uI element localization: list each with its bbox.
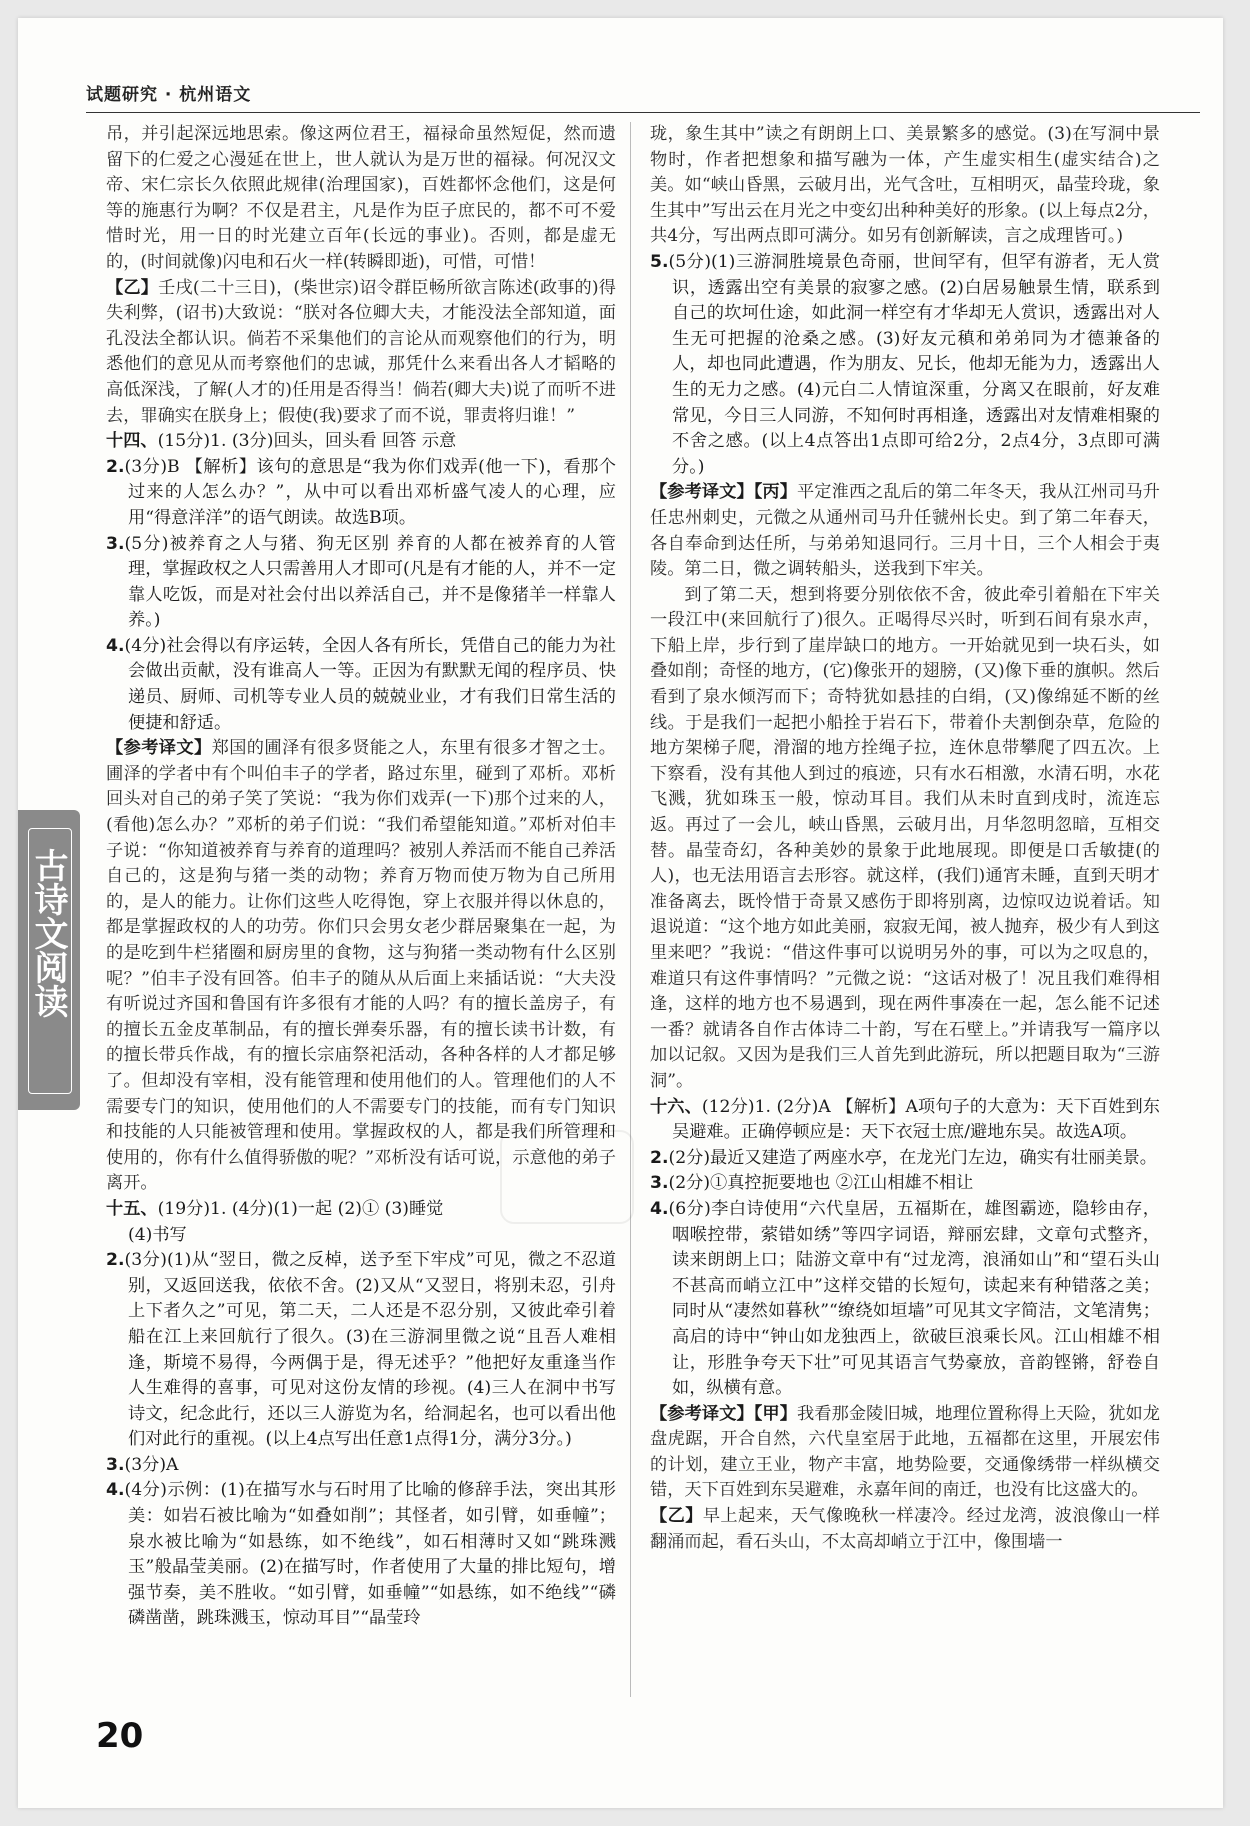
answer-item (650, 1197, 1160, 1402)
section-tag: 【参考译文】【丙】 (650, 482, 798, 503)
section-tag: 【参考译文】 (106, 738, 212, 759)
item-number: 十六、 (650, 1096, 702, 1117)
item-number: 3. (106, 1454, 125, 1475)
item-text: (3分)B 【解析】该句的意思是“我为你们戏弄(他一下)，看那个过来的人怎么办？”，从中可以看出邓析盛气凌人的心理，应用“得意洋洋”的语气朗读。故选B项。 (124, 456, 616, 528)
body-paragraph: 吊，并引起深远地思索。像这两位君王，福禄命虽然短促，然而遗留下的仁爱之心漫延在世上，世人就认为是万世的福禄。何况汉文帝、宋仁宗长久依照此规律(治理国家)，百姓都怀念他们，这是何等的施惠行为啊？不仅是君主，凡是作为臣子庶民的，都不可不爱惜时光，用一日的时光建立百年(长远的事业)。否则，都是虚无的，(时间就像)闪电和石火一样(转瞬即逝)，可惜，可惜！ (106, 124, 616, 272)
item-text: (15分)1. (3分)回头，回头看 回答 示意 (157, 431, 457, 452)
answer-item (106, 1478, 616, 1632)
translation-text: 平定淮西之乱后的第二年冬天，我从江州司马升任忠州刺史，元微之从通州司马升任虢州长史。到了第二年春天，各自奉命到达任所，与弟弟知退同行。三月十日，三个人相会于夷陵。第二日，微之调转船头，送我到下牢关。 (650, 482, 1160, 580)
item-number: 十五、 (106, 1198, 158, 1219)
page-header: 试题研究 · 杭州语文 (86, 85, 252, 105)
section-tag: 【乙】 (106, 277, 159, 298)
item-text: (2分)最近又建造了两座水亭，在龙光门左边，确实有壮丽美景。 (668, 1147, 1157, 1168)
item-text: (5分)被养育之人与猪、狗无区别 养育的人都在被养育的人管理，掌握政权之人只需善用人才即可(凡是有才能的人，并不一定靠人吃饭，而是对社会付出以养活自己，并不是像猪羊一样靠人养。) (124, 533, 616, 631)
answer-item (106, 455, 616, 532)
page-number: 20 (96, 1716, 144, 1756)
item-number: 2. (650, 1147, 669, 1168)
body-paragraph: 珑，象生其中”读之有朗朗上口、美景繁多的感觉。(3)在写洞中景物时，作者把想象和描写融为一体，产生虚实相生(虚实结合)之美。如“峡山昏黑，云破月出，光气含吐，互相明灭，晶莹玲珑，象生其中”写出云在月光之中变幻出种种美好的形象。(以上每点2分，共4分，写出两点即可满分。如另有创新解读，言之成理皆可。) (650, 124, 1160, 247)
item-continuation: (4)书写 (128, 1224, 187, 1245)
item-text: (12分)1. (2分)A 【解析】A项句子的大意为：天下百姓到东吴避难。正确停顿应是：天下衣冠士庶/避地东吴。故选A项。 (672, 1096, 1160, 1143)
item-text: (5分)(1)三游洞胜境景色奇丽，世间罕有，但罕有游者，无人赏识，透露出空有美景的寂寥之感。(2)白居易触景生情，联系到自己的坎坷仕途，如此洞一样空有才华却无人赏识，透露出对人生无可把握的沧桑之感。(3)好友元稹和弟弟同为才德兼备的人，却也同此遭遇，作为朋友、兄长，他却无能为力，透露出人生的无力之感。(4)元白二人情谊深重，分离又在眼前，好友难常见，今日三人同游，不知何时再相逢，透露出对友情难相聚的不舍之感。(以上4点答出1点即可给2分，2点4分，3点即可满分。) (668, 251, 1160, 477)
translation-text: 壬戌(二十三日)，(柴世宗)诏令群臣畅所欲言陈述(政事的)得失利弊，(诏书)大致说：“朕对各位卿大夫，才能没法全部知道，面孔没法全都认识。倘若不采集他们的言论从而观察他们的行为，明悉他们的意见从而考察他们的忠诚，那凭什么来看出各人才韬略的高低深浅，了解(人才的)任用是否得当！倘若(卿大夫)说了而听不进去，罪确实在朕身上；假使(我)要求了而不说，罪责将归谁！” (106, 277, 616, 426)
translation-block (650, 480, 1160, 582)
side-tab (18, 810, 80, 1110)
answer-item (106, 1248, 616, 1453)
translation-text: 我看那金陵旧城，地理位置称得上天险，犹如龙盘虎踞，开合自然，六代皇室居于此地，五福都在这里，开展宏伟的计划，建立王业，物产丰富，地势险要，交通像绣带一样纵横交错，天下百姓到东吴避难，永嘉年间的南迁，也没有比这盛大的。 (650, 1403, 1160, 1501)
item-text: (3分)A (124, 1454, 179, 1475)
header-rule (86, 112, 1200, 113)
item-text: (2分)①真控扼要地也 ②江山相雄不相让 (668, 1173, 974, 1194)
answer-item (106, 634, 616, 736)
item-number: 3. (106, 533, 125, 554)
left-column (106, 122, 616, 1632)
section-tag: 【参考译文】【甲】 (650, 1403, 798, 1424)
item-text: (6分)李白诗使用“六代皇居，五福斯在，雄图霸迹，隐轸由存，咽喉控带，萦错如绣”等四字词语，辩丽宏肆，文章句式整齐，读来朗朗上口；陆游文章中有“过龙湾，浪涌如山”和“望石头山不甚高而峭立江中”这样交错的长短句，读起来有种错落之美；同时从“凄然如暮秋”“缭绕如垣墙”可见其文字简洁，文笔清隽；高启的诗中“钟山如龙独西上，欲破巨浪乘长风。江山相雄不相让，形胜争夸天下壮”可见其语言气势豪放，音韵铿锵，舒卷自如，纵横有意。 (668, 1198, 1160, 1399)
answer-item (106, 532, 616, 634)
section-tag: 【乙】 (650, 1506, 703, 1527)
item-number: 4. (650, 1198, 669, 1219)
translation-text: 早上起来，天气像晚秋一样凄冷。经过龙湾，波浪像山一样翻涌而起，看石头山，不太高却峭立于江中，像围墙一 (650, 1506, 1160, 1552)
side-tab-label: 古诗文阅读 (28, 848, 68, 1018)
translation-block (650, 1504, 1160, 1555)
watermark-stamp (500, 1130, 634, 1224)
answer-item (650, 1171, 1160, 1197)
translation-block (106, 276, 616, 430)
item-number: 2. (106, 456, 125, 477)
item-number: 4. (106, 1480, 125, 1501)
translation-paragraph: 到了第二天，想到将要分别依依不舍，彼此牵引着船在下牢关一段江中(来回航行了)很久。正喝得尽兴时，听到石间有泉水声，下船上岸，步行到了崖岸缺口的地方。一开始就见到一块石头，如叠如削；奇怪的地方，(它)像张开的翅膀，(又)像下垂的旗帜。然后看到了泉水倾泻而下；奇特犹如悬挂的白绢，(又)像绵延不断的丝线。于是我们一起把小船拴于岩石下，带着仆夫割倒杂草，危险的地方架梯子爬，滑溜的地方拴绳子拉，连休息带攀爬了四五次。上下察看，没有其他人到过的痕迹，只有水石相激，水清石明，水花飞溅，犹如珠玉一般，惊动耳目。我们从未时直到戌时，流连忘返。再过了一会儿，峡山昏黑，云破月出，月华忽明忽暗，互相交替。晶莹奇幻，各种美妙的景象于此地展现。即便是口舌敏捷(的人)，也无法用语言去形容。就这样，(我们)通宵未睡，直到天明才准备离去，既怜惜于奇景又感伤于即将别离，边惊叹边说着话。知退说道：“这个地方如此美丽，寂寂无闻，被人抛弃，极少有人到这里来吧？”我说：“借这件事可以说明另外的事，可以为之叹息的，难道只有这件事情吗？”元微之说：“这话对极了！况且我们难得相逢，这样的地方也不易遇到，现在两件事凑在一起，怎么能不记述一番？就请各自作古体诗二十韵，写在石壁上。”并请我写一篇序以加以记叙。又因为是我们三人首先到此游玩，所以把题目取为“三游洞”。 (650, 584, 1160, 1091)
item-number: 3. (650, 1173, 669, 1194)
answer-item (650, 250, 1160, 480)
answer-item (650, 1095, 1160, 1146)
item-text: (3分)(1)从“翌日，微之反棹，送予至下牢戍”可见，微之不忍道别，又返回送我，依依不舍。(2)又从“又翌日，将别未忍，引舟上下者久之”可见，第二天，二人还是不忍分别，又彼此牵引着船在江上来回航行了很久。(3)在三游洞里微之说“且吾人难相逢，斯境不易得，今两偶于是，得无述乎？”他把好友重逢当作人生难得的喜事，可见对这份友情的珍视。(4)三人在洞中书写诗文，纪念此行，还以三人游览为名，给洞起名，也可以看出他们对此行的重视。(以上4点写出任意1点得1分，满分3分。) (124, 1250, 616, 1450)
item-number: 4. (106, 635, 125, 656)
column-divider (630, 122, 631, 1697)
answer-item (106, 1453, 616, 1479)
item-number: 十四、 (106, 431, 158, 452)
translation-text: 郑国的圃泽有很多贤能之人，东里有很多才智之士。圃泽的学者中有个叫伯丰子的学者，路过东里，碰到了邓析。邓析回头对自己的弟子笑了笑说：“我为你们戏弄(一下)那个过来的人，(看他)怎么办？”邓析的弟子们说：“我们希望能知道。”邓析对伯丰子说：“你知道被养育与养育的道理吗？被别人养活而不能自己养活自己的，这是狗与猪一类的动物；养育万物而使万物为自己所用的，是人的能力。让你们这些人吃得饱，穿上衣服并得以休息的，都是掌握政权的人的功劳。你们只会男女老少群居聚集在一起，为的是吃到牛栏猪圈和厨房里的食物，这与狗猪一类动物有什么区别呢？”伯丰子没有回答。伯丰子的随从从后面上来插话说：“大夫没有听说过齐国和鲁国有许多很有才能的人吗？有的擅长盖房子，有的擅长五金皮革制品，有的擅长弹奏乐器，有的擅长读书计数，有的擅长带兵作战，有的擅长宗庙祭祀活动，各种各样的人才都足够了。但却没有宰相，没有能管理和使用他们的人。管理他们的人不需要专门的知识，使用他们的人不需要专门的技能，而有专门知识和技能的人只能被管理和使用。掌握政权的人，都是我们所管理和使用的，你有什么值得骄傲的呢？”邓析没有话可说，示意他的弟子离开。 (106, 738, 616, 1194)
translation-block (650, 1402, 1160, 1504)
right-column (650, 122, 1160, 1555)
translation-block (106, 736, 616, 1197)
answer-item (106, 429, 616, 455)
item-number: 2. (106, 1250, 125, 1271)
item-text: (4分)社会得以有序运转，全因人各有所长，凭借自己的能力为社会做出贡献，没有谁高人一等。正因为有默默无闻的程序员、快递员、厨师、司机等专业人员的兢兢业业，才有我们日常生活的便捷和舒适。 (124, 635, 616, 733)
answer-item (650, 1146, 1160, 1172)
item-number: 5. (650, 251, 669, 272)
item-text: (4分)示例：(1)在描写水与石时用了比喻的修辞手法，突出其形美：如岩石被比喻为“如叠如削”；其怪者，如引臂，如垂幢”；泉水被比喻为“如悬练，如不绝线”，如石相薄时又如“跳珠溅玉”般晶莹美丽。(2)在描写时，作者使用了大量的排比短句，增强节奏，美不胜收。“如引臂，如垂幢”“如悬练，如不绝线”“磷磷凿凿，跳珠溅玉，惊动耳目”“晶莹玲 (124, 1480, 616, 1629)
item-text: (19分)1. (4分)(1)一起 (2)① (3)睡觉 (157, 1198, 444, 1219)
